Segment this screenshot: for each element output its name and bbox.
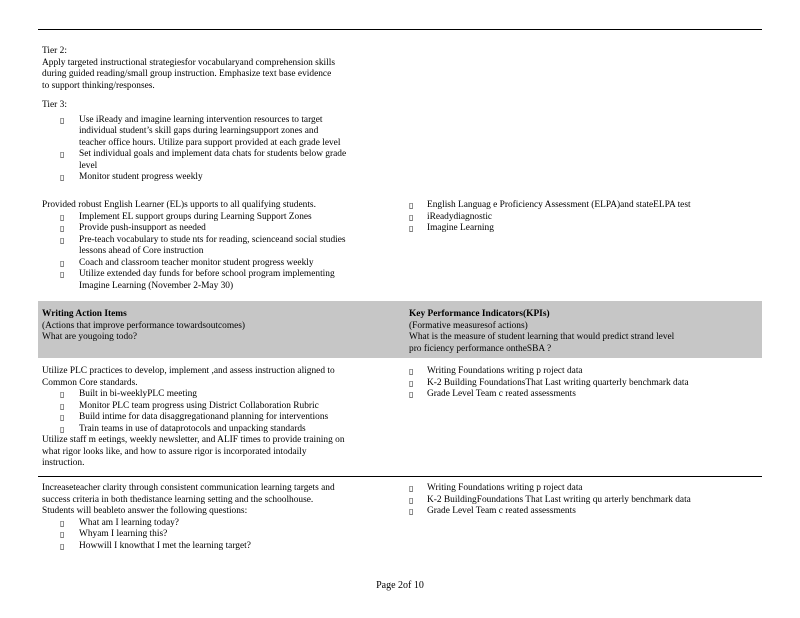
bullet-icon: ▯ <box>60 413 65 422</box>
list-item: ▯ Provide push-insupport as needed <box>60 223 206 233</box>
bullet-icon: ▯ <box>409 495 414 505</box>
list-item: ▯ Built in bi-weeklyPLC meeting <box>60 389 197 399</box>
tier2-title: Tier 2: <box>42 46 67 56</box>
list-item: ▯ Use iReady and imagine learning intervention resources to target individual student’s skill gaps during learningsupport zones and teacher office hours. Utilize para support provided at each grade level <box>60 114 341 148</box>
el-intro: Provided robust English Learner (EL)s upports to all qualifying students. <box>42 200 316 210</box>
bullet-icon: ▯ <box>60 401 65 411</box>
clarity-intro: success criteria in both thedistance learning setting and the schoolhouse. <box>42 494 314 505</box>
list-item: ▯ English Languag e Proficiency Assessment (ELPA)and stateELPA test <box>409 200 691 210</box>
el-list <box>42 212 394 293</box>
list-item: ▯ Monitor PLC team progress using District Collaboration Rubric <box>60 400 319 411</box>
section-rule <box>38 476 762 477</box>
plc-intro: Utilize PLC practices to develop, implement ,and assess instruction aligned to <box>42 366 335 376</box>
bullet-icon: ▯ <box>409 390 414 399</box>
list-item: ▯ Writing Foundations writing p roject data <box>409 366 583 376</box>
bullet-icon: ▯ <box>60 390 65 399</box>
clarity-list <box>42 518 394 553</box>
bullet-icon: ▯ <box>409 212 414 222</box>
plc-section <box>42 366 394 470</box>
tier3-title: Tier 3: <box>42 100 67 110</box>
bullet-icon: ▯ <box>409 367 414 376</box>
bullet-icon: ▯ <box>60 150 65 159</box>
plc-list <box>42 389 394 435</box>
band-right-title: Key Performance Indicators(KPIs) <box>409 309 550 319</box>
page-number: Page 2of 10 <box>376 580 424 591</box>
plc-outro: what rigor looks like, and how to assure rigor is incorporated intodaily <box>42 446 307 457</box>
list-item: ▯ Howwill I knowthat I met the learning target? <box>60 540 251 551</box>
list-item: ▯ Coach and classroom teacher monitor student progress weekly <box>60 257 314 268</box>
bullet-icon: ▯ <box>60 173 65 182</box>
bullet-icon: ▯ <box>60 541 65 551</box>
bullet-icon: ▯ <box>409 484 414 493</box>
band-left <box>42 309 394 344</box>
bullet-icon: ▯ <box>60 424 65 434</box>
list-item: ▯ Imagine Learning <box>409 223 494 233</box>
list-item: ▯ iReadydiagnostic <box>409 211 493 222</box>
tier2-line: to support thinking/responses. <box>42 80 155 91</box>
list-item: ▯ K-2 Building FoundationsThat Last writing quarterly benchmark data <box>409 377 689 388</box>
plc-intro: Common Core standards. <box>42 377 138 388</box>
bullet-icon: ▯ <box>60 115 65 125</box>
tier-section <box>42 46 394 184</box>
tier2-line: Apply targeted instructional strategiesfor vocabularyand comprehension skills <box>42 57 335 68</box>
plc-kpis <box>409 366 759 401</box>
tier2-line: during guided reading/small group instruction. Emphasize text base evidence <box>42 69 332 79</box>
bullet-icon: ▯ <box>60 518 65 528</box>
clarity-intro: Increaseteacher clarity through consistent communication learning targets and <box>42 483 335 493</box>
bullet-icon: ▯ <box>409 378 414 388</box>
bullet-icon: ▯ <box>60 530 65 539</box>
bullet-icon: ▯ <box>409 507 414 516</box>
top-rule <box>38 29 762 30</box>
list-item: ▯ Monitor student progress weekly <box>60 172 203 182</box>
band-right-line: (Formative measuresof actions) <box>409 320 528 331</box>
el-kpis <box>409 200 759 235</box>
list-item: ▯ Implement EL support groups during Learning Support Zones <box>60 211 312 222</box>
clarity-kpis <box>409 483 759 518</box>
tier3-list <box>42 115 394 184</box>
band-right <box>409 309 759 355</box>
list-item: ▯ Build intime for data disaggregationand planning for interventions <box>60 412 329 422</box>
list-item: ▯ Set individual goals and implement data chats for students below grade level <box>60 149 347 171</box>
list-item: ▯ K-2 BuildingFoundations That Last writing qu arterly benchmark data <box>409 494 691 505</box>
list-item: ▯ Writing Foundations writing p roject data <box>409 483 583 493</box>
bullet-icon: ▯ <box>60 212 65 222</box>
el-section <box>42 200 394 292</box>
bullet-icon: ▯ <box>60 270 65 279</box>
band-right-line: What is the measure of student learning that would predict strand level <box>409 332 675 342</box>
plc-outro: instruction. <box>42 458 85 468</box>
list-item: ▯ Grade Level Team c reated assessments <box>409 389 576 399</box>
list-item: ▯ Whyam I learning this? <box>60 529 168 539</box>
band-left-line: What are yougoing todo? <box>42 332 138 342</box>
clarity-section <box>42 483 394 552</box>
plc-outro: Utilize staff m eetings, weekly newsletter, and ALIF times to provide training on <box>42 435 345 445</box>
bullet-icon: ▯ <box>409 201 414 210</box>
list-item: ▯ Grade Level Team c reated assessments <box>409 506 576 516</box>
clarity-intro: Students will beableto answer the following questions: <box>42 506 248 516</box>
list-item: ▯ Pre-teach vocabulary to stude nts for reading, scienceand social studies lessons ahead of Core instruction <box>60 234 346 256</box>
bullet-icon: ▯ <box>60 235 65 245</box>
list-item: ▯ Train teams in use of dataprotocols and unpacking standards <box>60 423 306 434</box>
bullet-icon: ▯ <box>409 224 414 233</box>
bullet-icon: ▯ <box>60 224 65 233</box>
band-left-line: (Actions that improve performance towardsoutcomes) <box>42 320 246 331</box>
list-item: ▯ Utilize extended day funds for before school program implementing Imagine Learning (November 2-May 30) <box>60 269 335 291</box>
bullet-icon: ▯ <box>60 258 65 268</box>
band-left-title: Writing Action Items <box>42 309 127 319</box>
list-item: ▯ What am I learning today? <box>60 517 179 528</box>
band-right-line: pro ficiency performance ontheSBA ? <box>409 343 552 354</box>
